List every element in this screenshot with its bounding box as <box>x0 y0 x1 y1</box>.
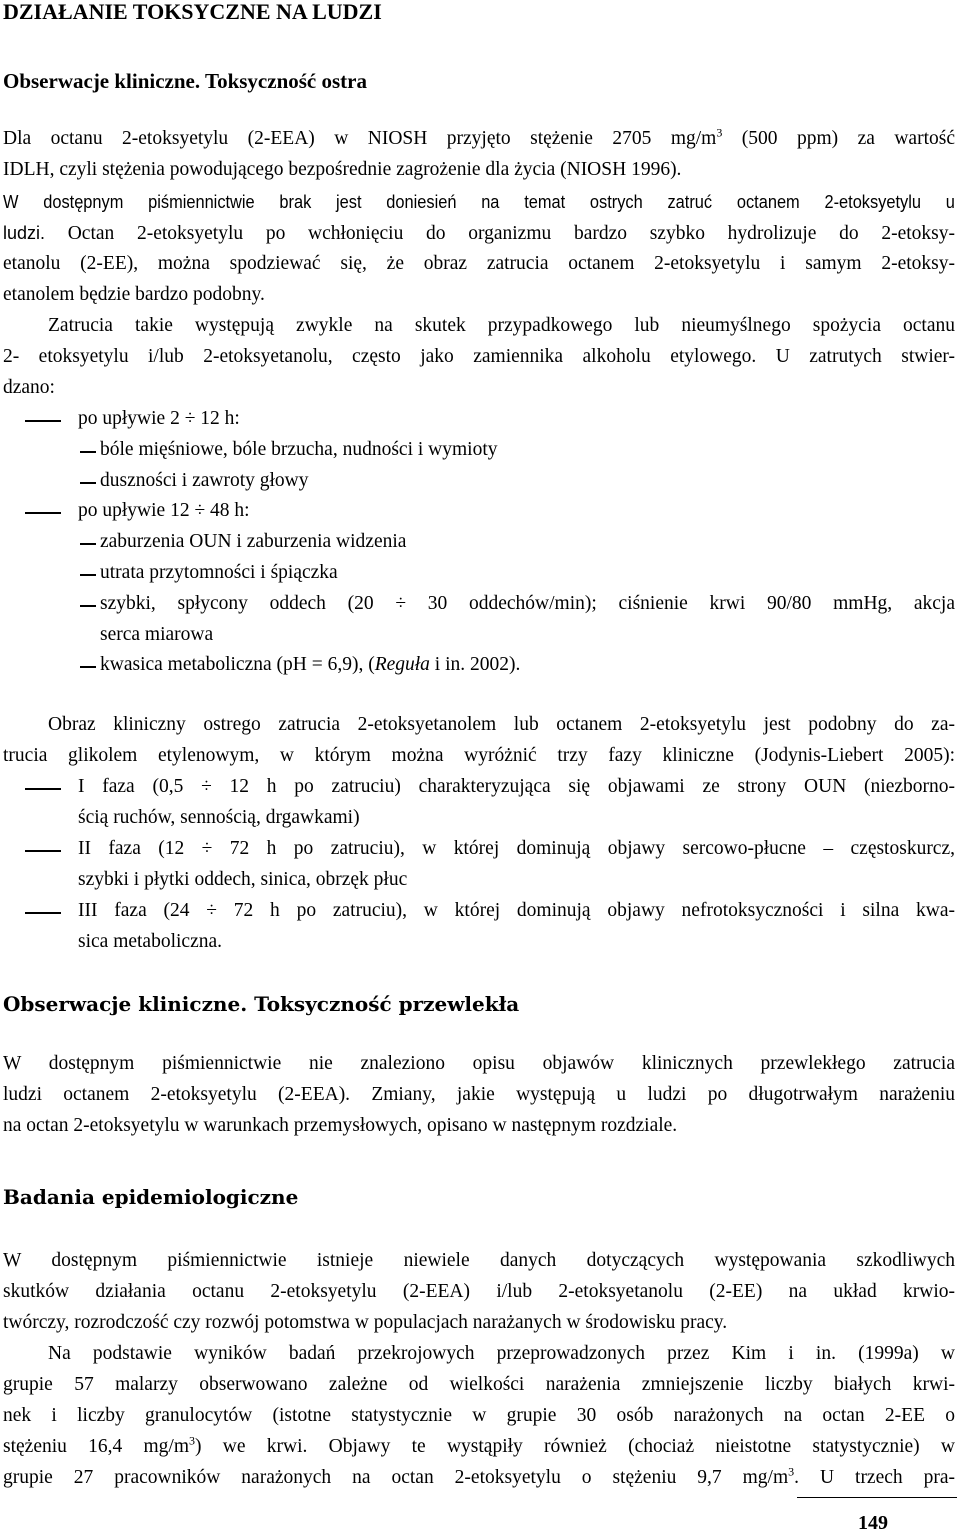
phase-1-continuation: ścią ruchów, sennością, drgawkami) <box>78 807 360 828</box>
acute-p1-line3: W dostępnym piśmiennictwie brak jest doniesień na temat ostrych zatruć octanem 2-etoksyetylu u <box>3 192 955 212</box>
list-dash <box>80 666 96 668</box>
list-dash <box>25 850 61 852</box>
chronic-line1: W dostępnym piśmiennictwie nie znaleziono opisu objawów klinicznych przewlekłego zatrucia <box>3 1053 955 1074</box>
footer-rule <box>797 1497 957 1498</box>
acute-p3-line1: Obraz kliniczny ostrego zatrucia 2-etoksyetanolem lub octanem 2-etoksyetylu jest podobny do za- <box>48 714 955 735</box>
acute-p1-line1: Dla octanu 2-etoksyetylu (2-EEA) w NIOSH przyjęto stężenie 2705 $mg/m^3$ (500 ppm) za wartość <box>3 125 955 149</box>
acute-p1-line5: etanolu (2-EE), można spodziewać się, że obraz zatrucia octanem 2-etoksyetylu i samym 2-etoksy- <box>3 253 955 274</box>
acute-heading: Obserwacje kliniczne. Toksyczność ostra <box>3 69 367 93</box>
epi-p2-line1: Na podstawie wyników badań przekrojowych przeprowadzonych przez Kim i in. (1999a) w <box>48 1343 955 1364</box>
list-dash <box>80 543 96 545</box>
list-item: szybki, spłycony oddech (20 ÷ 30 oddechów/min); ciśnienie krwi 90/80 mmHg, akcja <box>100 593 955 614</box>
phase-3: III faza (24 ÷ 72 h po zatruciu), w której dominują objawy nefrotoksyczności i silna kwa- <box>78 900 955 921</box>
chronic-line3: na octan 2-etoksyetylu w warunkach przemysłowych, opisano w następnym rozdziale. <box>3 1115 678 1136</box>
page-title: DZIAŁANIE TOKSYCZNE NA LUDZI <box>3 0 382 24</box>
phase-2: II faza (12 ÷ 72 h po zatruciu), w której dominują objawy sercowo-płucne – częstoskurcz, <box>78 838 955 859</box>
epi-p2-line4: stężeniu 16,4 $mg/m^3$) we krwi. Objawy te wystąpiły również (chociaż nieistotne statystycznie) w <box>3 1433 955 1457</box>
list-dash <box>25 912 61 914</box>
list-item: zaburzenia OUN i zaburzenia widzenia <box>100 531 407 552</box>
epi-p2-line3: nek i liczby granulocytów (istotne statystycznie w grupie 30 osób narażonych na octan 2-EE o <box>3 1405 955 1426</box>
phase-3-continuation: sica metaboliczna. <box>78 931 223 952</box>
list-item: kwasica metaboliczna (pH = 6,9), (Reguła i in. 2002). <box>100 654 521 675</box>
epi-p1-line1: W dostępnym piśmiennictwie istnieje niewiele danych dotyczących występowania szkodliwych <box>3 1250 955 1271</box>
acute-p1-line4: ludzi. Octan 2-etoksyetylu po wchłonięciu do organizmu bardzo szybko hydrolizuje do 2-etoksy- <box>3 223 955 244</box>
list-dash <box>25 420 61 422</box>
list-dash <box>25 788 61 790</box>
acute-p3-line2: trucia glikolem etylenowym, w którym można wyróżnić trzy fazy kliniczne (Jodynis-Liebert 2005): <box>3 745 955 766</box>
phase-1: I faza (0,5 ÷ 12 h po zatruciu) charakteryzująca się objawami ze strony OUN (niezborno- <box>78 776 955 797</box>
acute-p2-line2: 2- etoksyetylu i/lub 2-etoksyetanolu, często jako zamiennika alkoholu etylowego. U zatrutych stwier- <box>3 346 955 367</box>
phase-2-continuation: szybki i płytki oddech, sinica, obrzęk płuc <box>78 869 408 890</box>
list-item: bóle mięśniowe, bóle brzucha, nudności i wymioty <box>100 439 498 460</box>
epi-p2-line5: grupie 27 pracowników narażonych na octan 2-etoksyetylu o stężeniu 9,7 $mg/m^3$. U trzech pra- <box>3 1464 955 1488</box>
list-dash <box>25 512 61 514</box>
page-number: 149 <box>858 1512 888 1534</box>
list-dash <box>80 482 96 484</box>
list-group1-label: po upływie 2 ÷ 12 h: <box>78 408 240 429</box>
list-item: duszności i zawroty głowy <box>100 470 309 491</box>
acute-p2-line1: Zatrucia takie występują zwykle na skutek przypadkowego lub nieumyślnego spożycia octanu <box>48 315 955 336</box>
epi-heading: Badania epidemiologiczne <box>3 1185 299 1209</box>
list-dash <box>80 605 96 607</box>
acute-p1-line6: etanolem będzie bardzo podobny. <box>3 284 265 305</box>
acute-p1-line2: IDLH, czyli stężenia powodującego bezpośrednie zagrożenie dla życia (NIOSH 1996). <box>3 159 682 180</box>
epi-p2-line2: grupie 57 malarzy obserwowano zależne od wielkości narażenia zmniejszenie liczby białych krwi- <box>3 1374 955 1395</box>
acute-p2-line3: dzano: <box>3 377 55 398</box>
list-dash <box>80 451 96 453</box>
epi-p1-line3: twórczy, rozrodczość czy rozwój potomstwa w populacjach narażanych w środowisku pracy. <box>3 1312 728 1333</box>
list-item-continuation: serca miarowa <box>100 624 214 645</box>
list-item: utrata przytomności i śpiączka <box>100 562 338 583</box>
chronic-heading: Obserwacje kliniczne. Toksyczność przewlekła <box>3 992 520 1016</box>
epi-p1-line2: skutków działania octanu 2-etoksyetylu (2-EEA) i/lub 2-etoksyetanolu (2-EE) na układ krwio- <box>3 1281 955 1302</box>
list-dash <box>80 574 96 576</box>
list-group2-label: po upływie 12 ÷ 48 h: <box>78 500 250 521</box>
chronic-line2: ludzi octanem 2-etoksyetylu (2-EEA). Zmiany, jakie występują u ludzi po długotrwałym narażeniu <box>3 1084 955 1105</box>
